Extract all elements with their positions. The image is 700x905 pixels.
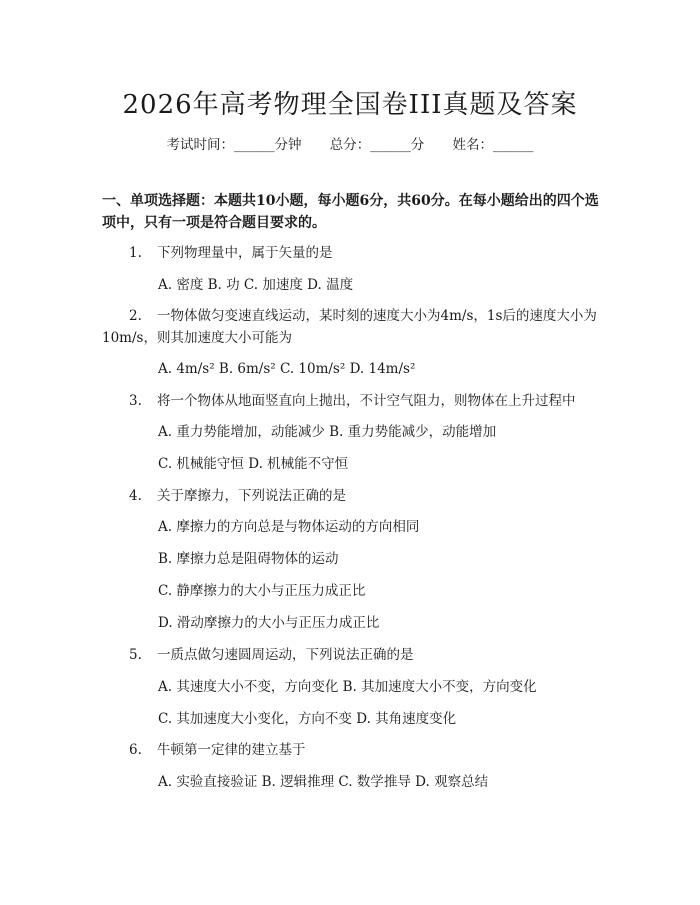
question-4-option-d: D. 滑动摩擦力的大小与正压力成正比 xyxy=(158,615,380,631)
student-name: 姓名：______ xyxy=(452,137,534,153)
question-text: 关于摩擦力，下列说法正确的是 xyxy=(157,488,346,504)
question-4-option-b: B. 摩擦力总是阻碍物体的运动 xyxy=(158,551,339,567)
page-title: 2026年高考物理全国卷III真题及答案 xyxy=(122,90,578,120)
exam-score: 总分：______分 xyxy=(329,137,425,153)
question-3-options-row-1: A. 重力势能增加，动能减少 B. 重力势能减少，动能增加 xyxy=(158,424,497,440)
question-5 xyxy=(102,644,597,666)
question-4-option-a: A. 摩擦力的方向总是与物体运动的方向相同 xyxy=(158,519,420,535)
question-text: 下列物理量中，属于矢量的是 xyxy=(157,245,333,261)
question-text: 一物体做匀变速直线运动，某时刻的速度大小为4m/s，1s后的速度大小为10m/s，则其加速度大小可能为 xyxy=(102,308,597,346)
question-1-options: A. 密度 B. 功 C. 加速度 D. 温度 xyxy=(158,277,354,293)
question-text: 牛顿第一定律的建立基于 xyxy=(157,742,306,758)
question-6-options: A. 实验直接验证 B. 逻辑推理 C. 数学推导 D. 观察总结 xyxy=(158,774,489,790)
question-2-options: A. 4m/s² B. 6m/s² C. 10m/s² D. 14m/s² xyxy=(158,361,416,377)
question-number: 1. xyxy=(129,245,142,261)
exam-time: 考试时间：______分钟 xyxy=(166,137,302,153)
question-3-options-row-2: C. 机械能守恒 D. 机械能不守恒 xyxy=(158,456,349,472)
question-number: 6. xyxy=(129,742,142,758)
question-number: 2. xyxy=(129,308,142,324)
question-4-option-c: C. 静摩擦力的大小与正压力成正比 xyxy=(158,583,366,599)
question-5-options-row-2: C. 其加速度大小变化，方向不变 D. 其角速度变化 xyxy=(158,711,457,727)
question-text: 一质点做匀速圆周运动，下列说法正确的是 xyxy=(157,647,414,663)
question-5-options-row-1: A. 其速度大小不变，方向变化 B. 其加速度大小不变，方向变化 xyxy=(158,679,537,695)
section-heading: 一、单项选择题：本题共10小题，每小题6分，共60分。在每小题给出的四个选项中，只有一项是符合题目要求的。 xyxy=(102,193,599,231)
question-4 xyxy=(102,485,597,507)
question-text: 将一个物体从地面竖直向上抛出，不计空气阻力，则物体在上升过程中 xyxy=(157,393,576,409)
question-number: 5. xyxy=(129,647,142,663)
question-6 xyxy=(102,739,597,761)
question-number: 3. xyxy=(129,393,142,409)
question-2 xyxy=(102,305,597,349)
question-1 xyxy=(102,242,597,264)
question-number: 4. xyxy=(129,488,142,504)
exam-meta xyxy=(0,133,700,153)
question-3 xyxy=(102,390,597,412)
